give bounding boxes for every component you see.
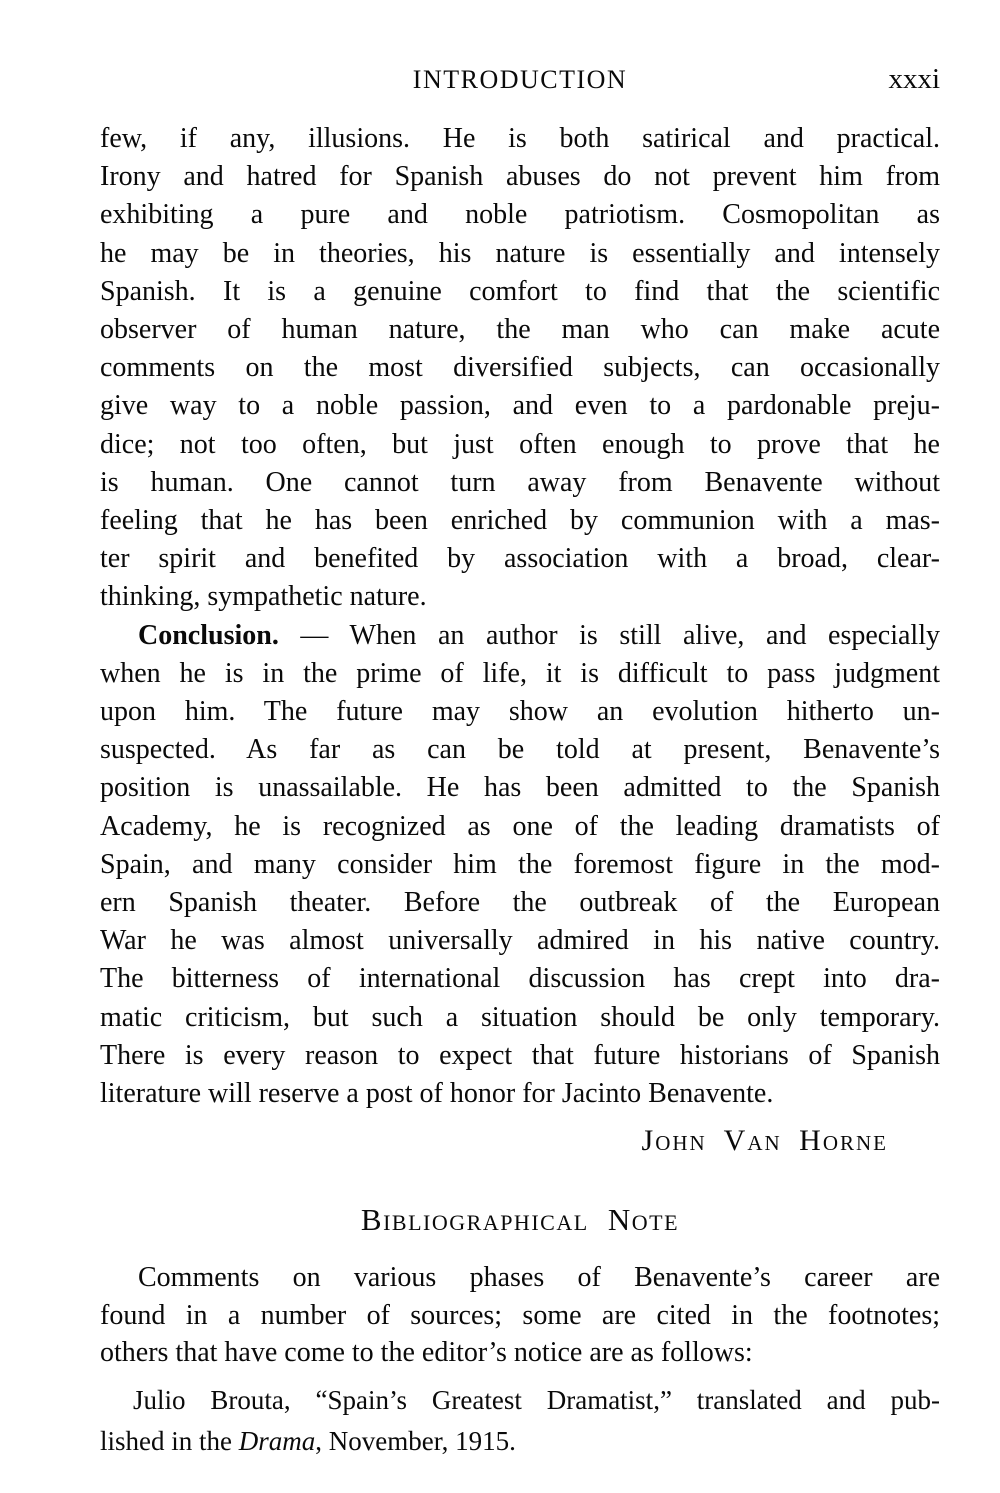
text-line: literature will reserve a post of honor for Jacinto Benavente.	[100, 1078, 774, 1110]
page-header	[100, 63, 940, 97]
text-line: matic criticism, but such a situation should be only temporary.	[100, 1001, 940, 1033]
text-line: Academy, he is recognized as one of the leading dramatists of	[100, 810, 940, 842]
text-line: Comments on various phases of Benavente’s career are	[138, 1262, 940, 1293]
text-line: ter spirit and benefited by association with a broad, clear-	[100, 543, 940, 575]
text-line: is human. One cannot turn away from Benavente without	[100, 466, 940, 498]
text-line: Irony and hatred for Spanish abuses do not prevent him from	[100, 161, 940, 193]
text-line	[100, 1421, 940, 1462]
text-line: give way to a noble passion, and even to a pardonable preju-	[100, 390, 940, 422]
text-line: The bitterness of international discussion has crept into dra-	[100, 963, 940, 995]
text-line: observer of human nature, the man who can make acute	[100, 314, 940, 346]
page-number: xxxi	[888, 63, 940, 95]
biblio-entry	[100, 1380, 940, 1462]
biblio-entry-post: , November, 1915.	[315, 1426, 516, 1456]
text-line	[100, 617, 940, 655]
text-line: position is unassailable. He has been admitted to the Spanish	[100, 772, 940, 804]
body-paragraph-1	[100, 120, 940, 617]
text-line: thinking, sympathetic nature.	[100, 581, 427, 613]
text-line: others that have come to the editor’s notice are as follows:	[100, 1337, 753, 1369]
text-line: few, if any, illusions. He is both satirical and practical.	[100, 123, 940, 154]
text-line: There is every reason to expect that future historians of Spanish	[100, 1039, 940, 1071]
text-line: suspected. As far as can be told at present, Benavente’s	[100, 734, 940, 766]
body-paragraph-2	[100, 617, 940, 1114]
text-line: found in a number of sources; some are cited in the footnotes;	[100, 1299, 940, 1331]
body-text	[100, 120, 940, 1113]
text-line: Spain, and many consider him the foremost figure in the mod-	[100, 848, 940, 880]
text-line: feeling that he has been enriched by communion with a mas-	[100, 505, 940, 537]
text-line: he may be in theories, his nature is essentially and intensely	[100, 237, 940, 269]
conclusion-lead: Conclusion.	[138, 619, 279, 651]
conclusion-lead-rest: — When an author is still alive, and especially	[278, 619, 940, 651]
text-line: War he was almost universally admired in his native country.	[100, 925, 940, 957]
text-line: upon him. The future may show an evolution hitherto un-	[100, 696, 940, 728]
text-line: Julio Brouta, “Spain’s Greatest Dramatist,” translated and pub-	[133, 1385, 940, 1415]
text-line: dice; not too often, but just often enough to prove that he	[100, 428, 940, 460]
author-signature: John Van Horne	[641, 1124, 888, 1157]
biblio-entry-pre: lished in the	[100, 1426, 239, 1456]
text-line: ern Spanish theater. Before the outbreak of the European	[100, 887, 940, 919]
biblio-note-intro	[100, 1259, 940, 1372]
biblio-journal-title: Drama	[238, 1426, 316, 1456]
text-line: when he is in the prime of life, it is difficult to pass judgment	[100, 657, 940, 689]
running-title: INTRODUCTION	[412, 65, 628, 94]
text-line: exhibiting a pure and noble patriotism. Cosmopolitan as	[100, 199, 940, 231]
text-line: Spanish. It is a genuine comfort to find that the scientific	[100, 275, 940, 307]
text-line: comments on the most diversified subjects, can occasionally	[100, 352, 940, 384]
section-heading: Bibliographical Note	[360, 1202, 680, 1237]
